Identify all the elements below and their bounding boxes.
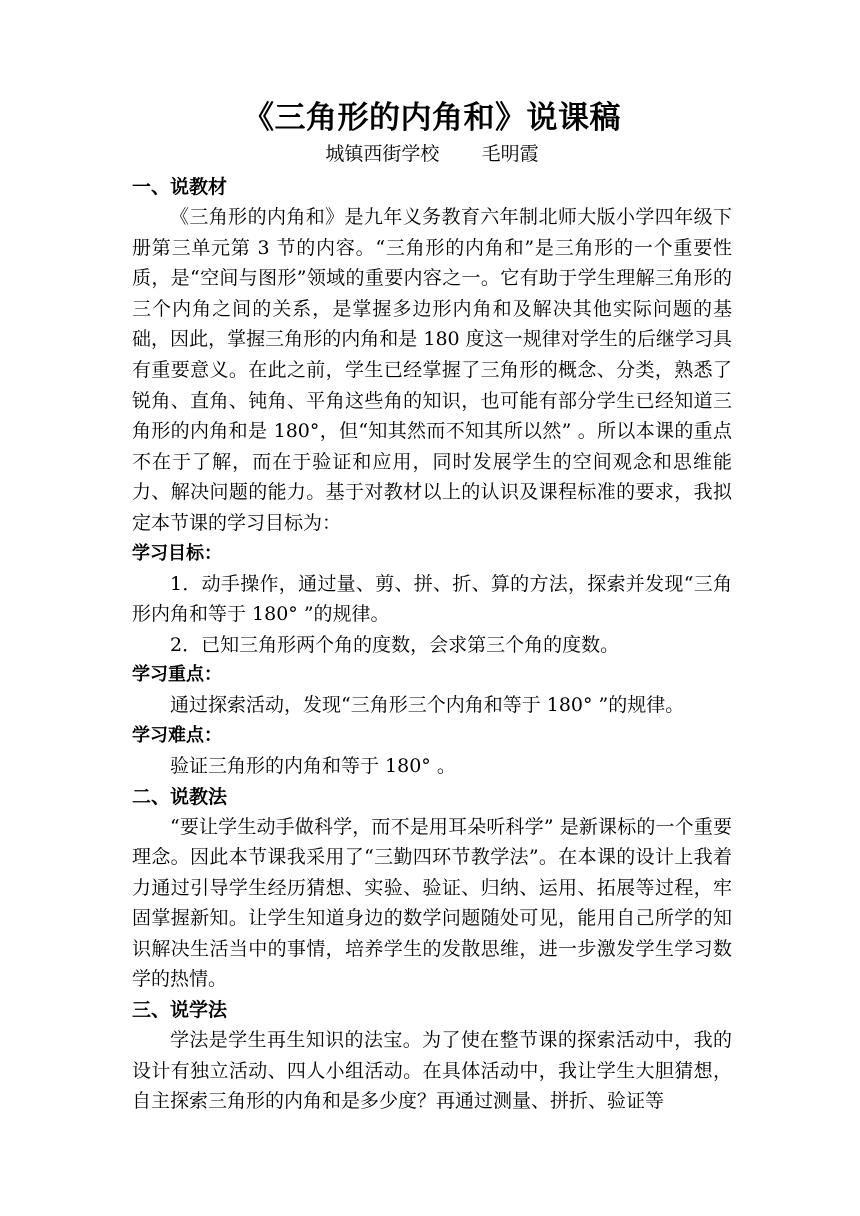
- goal-item-2: 2．已知三角形两个角的度数，会求第三个角的度数。: [170, 633, 620, 656]
- goal-item-1: 1．动手操作，通过量、剪、拼、折、算的方法，探索并发现“三角形内角和等于 180° ”的规律。: [132, 572, 732, 626]
- heading-learning-goals: 学习目标：: [132, 542, 222, 564]
- difficulty-text: 验证三角形的内角和等于 180° 。: [170, 754, 456, 777]
- section-heading-textbook: 一、说教材: [132, 176, 228, 198]
- paragraph-textbook: 《三角形的内角和》是九年义务教育六年制北师大版小学四年级下册第三单元第 3 节的内容。“三角形的内角和”是三角形的一个重要性质，是“空间与图形”领域的重要内容之一。它有助于学生理解三角形的三个内角之间的关系，是掌握多边形内角和及解决其他实际问题的基础，因此，掌握三角形的内角和是 180 度这一规律对学生的后继学习具有重要意义。在此之前，学生已经掌握了三角形的概念、分类，熟悉了锐角、直角、钝角、平角这些角的知识，也可能有部分学生已经知道三角形的内角和是 180°，但“知其然而不知其所以然” 。所以本课的重点不在于了解，而在于验证和应用，同时发展学生的空间观念和思维能力、解决问题的能力。基于对教材以上的认识及课程标准的要求，我拟定本节课的学习目标为：: [132, 206, 732, 534]
- heading-key-point: 学习重点：: [132, 664, 222, 686]
- document-title: 《三角形的内角和》说课稿: [243, 100, 621, 136]
- author-line: 城镇西街学校 毛明霞: [325, 143, 539, 165]
- paragraph-learning-method: 学法是学生再生知识的法宝。为了使在整节课的探索活动中，我的设计有独立活动、四人小组活动。在具体活动中，我让学生大胆猜想，自主探索三角形的内角和是多少度？再通过测量、拼折、验证等: [132, 1029, 732, 1113]
- section-heading-teaching-method: 二、说教法: [132, 785, 228, 808]
- heading-difficulty: 学习难点：: [132, 724, 222, 746]
- section-heading-learning-method: 三、说学法: [132, 999, 228, 1022]
- document-page: [132, 96, 732, 1117]
- paragraph-teaching-method: “要让学生动手做科学，而不是用耳朵听科学” 是新课标的一个重要理念。因此本节课我采用了“三勤四环节教学法”。在本课的设计上我着力通过引导学生经历猜想、实验、验证、归纳、运用、拓展等过程，牢固掌握新知。让学生知道身边的数学问题随处可见，能用自己所学的知识解决生活当中的事情，培养学生的发散思维，进一步激发学生学习数学的热情。: [132, 815, 732, 991]
- key-point-text: 通过探索活动，发现“三角形三个内角和等于 180° ”的规律。: [170, 694, 685, 717]
